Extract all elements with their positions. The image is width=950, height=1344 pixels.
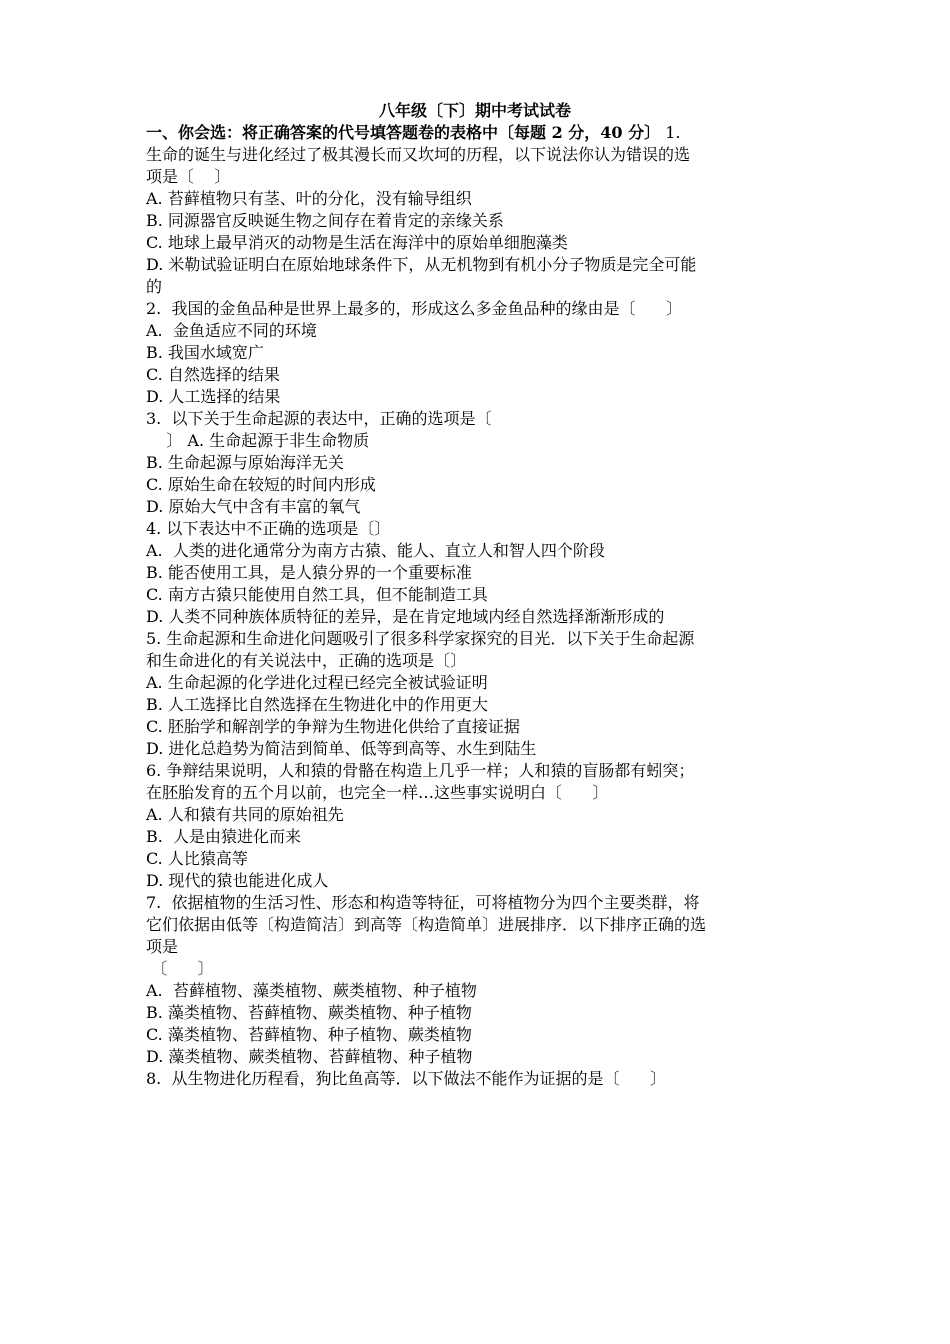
question-line: 6. 争辩结果说明，人和猿的骨骼在构造上几乎一样；人和猿的盲肠都有蚓突； [146,761,695,780]
option-line: 〕 A. 生命起源于非生命物质 [146,431,370,450]
option-line: B. 我国水域宽广 [146,343,264,362]
question-line: 在胚胎发育的五个月以前，也完全一样…这些事实说明白〔 〕 [146,783,609,802]
option-line: D. 米勒试验证明白在原始地球条件下，从无机物到有机小分子物质是完全可能 [146,255,697,274]
option-line: C. 自然选择的结果 [146,365,280,384]
question-line: 7. 依据植物的生活习性、形态和构造等特征，可将植物分为四个主要类群，将 [146,893,700,912]
option-line: C. 地球上最早消灭的动物是生活在海洋中的原始单细胞藻类 [146,233,568,252]
option-line: A. 人类的进化通常分为南方古猿、能人、直立人和智人四个阶段 [146,541,605,560]
question-line: 4. 以下表达中不正确的选项是〔〕 [146,519,391,538]
text-line: 的 [146,277,163,296]
option-line: C. 胚胎学和解剖学的争辩为生物进化供给了直接证据 [146,717,520,736]
option-line: A. 人和猿有共同的原始祖先 [146,805,344,824]
question-line: 3. 以下关于生命起源的表达中，正确的选项是〔 [146,409,492,428]
section-heading-text: 一、你会选：将正确答案的代号填答题卷的表格中〔每题 2 分，40 分〕 [146,123,661,142]
option-line: D. 人工选择的结果 [146,387,281,406]
option-line: D. 进化总趋势为简洁到简单、低等到高等、水生到陆生 [146,739,537,758]
option-line: B. 能否使用工具，是人猿分界的一个重要标准 [146,563,472,582]
question-line: 8. 从生物进化历程看，狗比鱼高等．以下做法不能作为证据的是〔 〕 [146,1069,666,1088]
question-number-1: 1. [660,123,681,142]
option-line: A. 生命起源的化学进化过程已经完全被试验证明 [146,673,488,692]
question-line: 它们依据由低等〔构造简洁〕到高等〔构造简单〕进展排序．以下排序正确的选 [146,915,707,934]
option-line: A. 苔藓植物只有茎、叶的分化，没有输导组织 [146,189,472,208]
question-line: 和生命进化的有关说法中，正确的选项是〔〕 [146,651,467,670]
option-line: B. 藻类植物、苔藓植物、蕨类植物、种子植物 [146,1003,472,1022]
option-line: D. 现代的猿也能进化成人 [146,871,329,890]
question-line: 5. 生命起源和生命进化问题吸引了很多科学家探究的目光．以下关于生命起源 [146,629,695,648]
exam-body [146,122,826,1090]
option-line: C. 藻类植物、苔藓植物、种子植物、蕨类植物 [146,1025,472,1044]
option-line: D. 原始大气中含有丰富的氧气 [146,497,361,516]
option-line: A. 金鱼适应不同的环境 [146,321,317,340]
option-line: A. 苔藓植物、藻类植物、蕨类植物、种子植物 [146,981,477,1000]
option-line: B. 生命起源与原始海洋无关 [146,453,344,472]
option-line: C. 人比猿高等 [146,849,248,868]
exam-title: 八年级〔下〕期中考试试卷 [378,101,571,120]
option-line: B. 同源器官反映诞生物之间存在着肯定的亲缘关系 [146,211,504,230]
text-line: 生命的诞生与进化经过了极其漫长而又坎坷的历程，以下说法你认为错误的选 [146,145,691,164]
question-line: 2. 我国的金鱼品种是世界上最多的，形成这么多金鱼品种的缘由是〔 〕 [146,299,682,318]
option-line: D. 人类不同种族体质特征的差异，是在肯定地域内经自然选择渐渐形成的 [146,607,665,626]
section-heading [146,122,826,144]
option-line: D. 藻类植物、蕨类植物、苔藓植物、种子植物 [146,1047,473,1066]
text-line: 项是〔 〕 [146,167,231,186]
question-line: 〔 〕 [146,959,214,978]
question-line: 项是 [146,937,179,956]
option-line: B. 人是由猿进化而来 [146,827,302,846]
option-line: C. 南方古猿只能使用自然工具，但不能制造工具 [146,585,488,604]
option-line: B. 人工选择比自然选择在生物进化中的作用更大 [146,695,488,714]
option-line: C. 原始生命在较短的时间内形成 [146,475,376,494]
